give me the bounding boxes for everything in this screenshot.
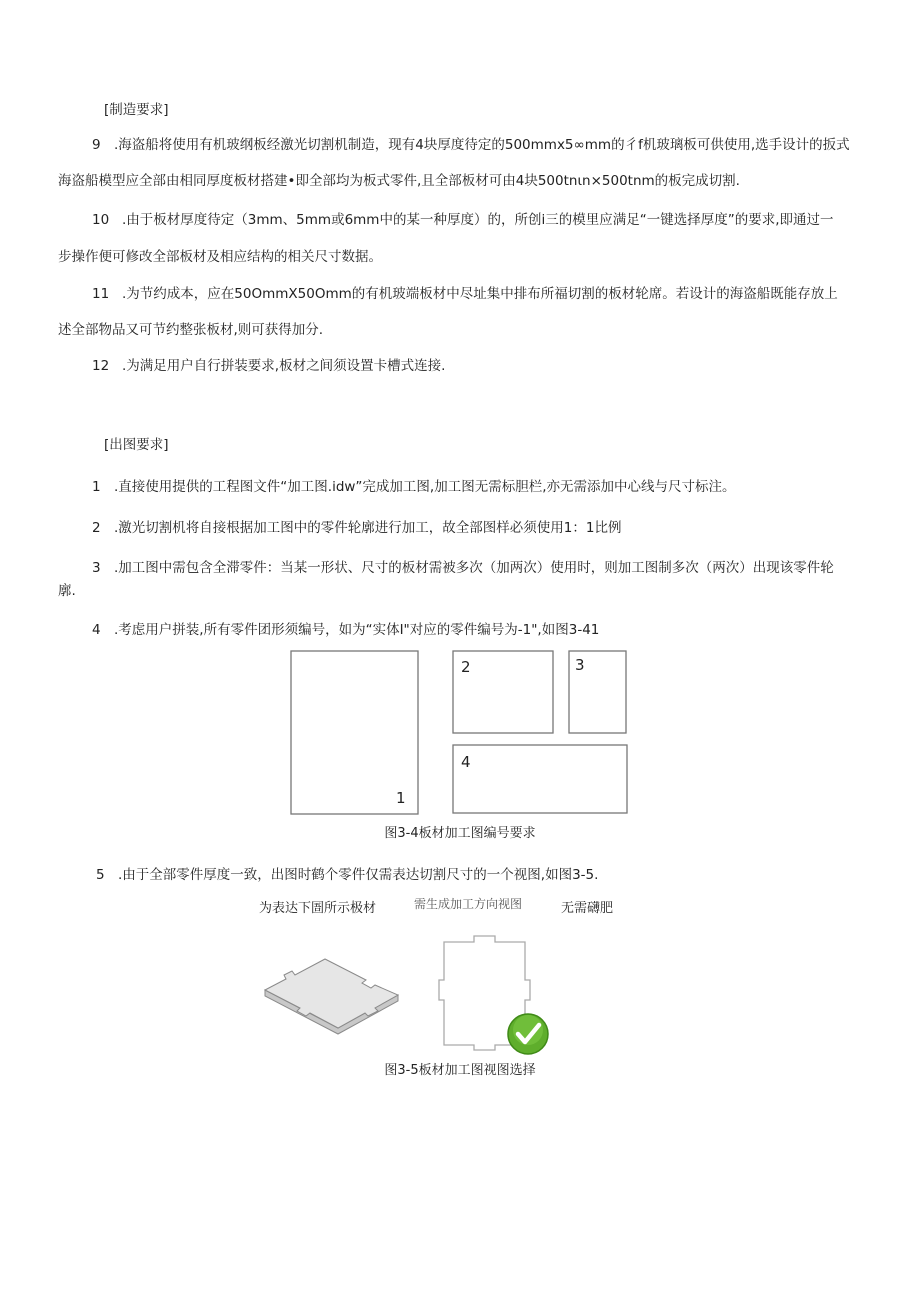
item-text: .为节约成本，应在50OmmX50Omm的有机玻端板材中尽址集中排布所福切割的板材轮席。若设计的海盗船既能存放上 bbox=[122, 286, 838, 302]
item-text: .为满足用户自行拼装要求,板材之间须设置卡槽式连接. bbox=[122, 358, 446, 374]
figure-3-5-caption: 图3-5板材加工图视图选择 bbox=[384, 1063, 536, 1078]
item-text: .考虑用户拼装,所有零件团形须编号，如为“实体I"对应的零件编号为-1",如图3-41 bbox=[114, 622, 600, 638]
item-text: .激光切割机将自接根据加工图中的零件轮廓进行加工，故全部图样必须使用1：1比例 bbox=[114, 520, 622, 536]
check-badge-icon bbox=[508, 1014, 548, 1054]
figure-3-5-label-middle: 需生成加工方向视图 bbox=[414, 897, 523, 911]
part-label-2: 2 bbox=[461, 658, 471, 676]
drawing-heading: [出图要求] bbox=[104, 437, 169, 453]
item-text: .由于板材厚度待定（3mm、5mm或6mm中的某一种厚度）的，所创i三的模里应满足“一键选择厚度”的要求,即通过一 bbox=[122, 212, 834, 228]
item-text: .海盗船将使用有机玻纲板经激光切割机制造，现有4块厚度待定的500mmx5∞mm的彳f机玻璃板可供使用,选手设计的扳式 bbox=[114, 137, 850, 153]
figure-3-5-label-right: 无需礴肥 bbox=[561, 901, 614, 916]
part-label-3: 3 bbox=[575, 656, 585, 674]
item-number: 5 bbox=[96, 867, 105, 883]
item-number: 4 bbox=[92, 622, 101, 638]
item-text: 步操作便可修改全部板材及相应结构的相关尺寸数据。 bbox=[58, 249, 382, 265]
figure-3-4-caption: 图3-4板材加工图编号要求 bbox=[384, 826, 536, 841]
part-label-1: 1 bbox=[396, 789, 406, 807]
item-number: 3 bbox=[92, 560, 101, 576]
item-text: 廓. bbox=[58, 583, 76, 599]
item-text: .直接使用提供的工程图文件“加工图.idw”完成加工图,加工图无需标胆栏,亦无需添加中心线与尺寸标注。 bbox=[114, 479, 736, 495]
item-number: 9 bbox=[92, 137, 101, 153]
item-number: 11 bbox=[92, 286, 110, 302]
item-text: 海盗船模型应全部由相同厚度板材搭建•即全部均为板式零件,且全部板材可由4块500tnιn×500tnm的板完成切割. bbox=[58, 173, 740, 189]
figure-3-5-label-left: 为表达下圄所示极材 bbox=[259, 901, 377, 916]
manufacturing-heading: [制造要求] bbox=[104, 102, 169, 118]
item-text: .由于全部零件厚度一致，出图时鹤个零件仅需表达切割尺寸的一个视图,如图3-5. bbox=[118, 867, 599, 883]
item-number: 10 bbox=[92, 212, 110, 228]
item-text: 述全部物品又可节约整张板材,则可获得加分. bbox=[58, 322, 324, 338]
item-text: .加工图中需包含全滞零件：当某一形状、尺寸的板材需被多次（加两次）使用时，则加工图制多次（两次）出现该零件轮 bbox=[114, 560, 834, 576]
part-label-4: 4 bbox=[461, 753, 471, 771]
item-number: 1 bbox=[92, 479, 101, 495]
iso-plate-top bbox=[265, 959, 398, 1028]
item-number: 2 bbox=[92, 520, 101, 536]
item-number: 12 bbox=[92, 358, 110, 374]
